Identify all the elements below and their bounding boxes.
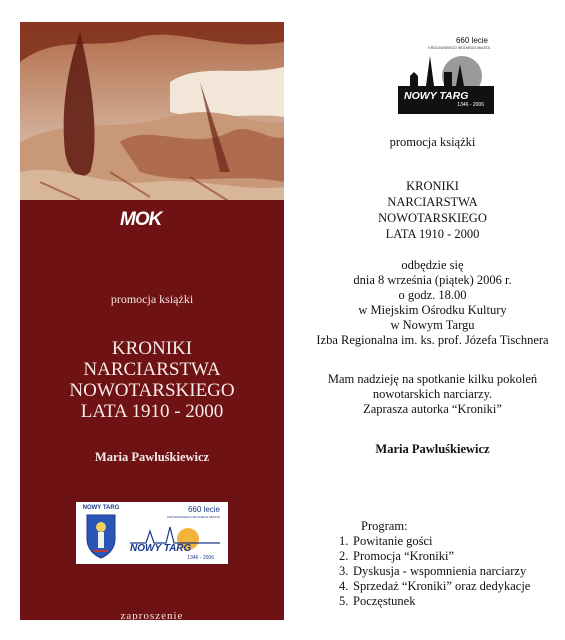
event-details <box>300 258 565 348</box>
program-item-number: 5. <box>339 594 349 608</box>
program-item-text: Poczęstunek <box>353 594 416 608</box>
anniversary-years: 1346 - 2006 <box>457 102 484 108</box>
event-time: o godz. 18.00 <box>398 288 467 302</box>
cover-title-line: LATA 1910 - 2000 <box>80 401 224 422</box>
anniversary-logo-small <box>126 505 224 561</box>
program <box>339 519 530 609</box>
book-title-line: NOWOTARSKIEGO <box>378 211 487 225</box>
anniv-sub: KRÓLEWSKIEGO WOLNEGO MIASTA <box>167 515 220 519</box>
crest-label: NOWY TARG <box>82 505 120 511</box>
mountain-illustration <box>20 22 284 212</box>
event-venue: w Miejskim Ośrodku Kultury <box>358 303 507 317</box>
event-date: dnia 8 września (piątek) 2006 r. <box>353 273 512 287</box>
program-item-number: 1. <box>339 534 349 548</box>
anniversary-sub: KRÓLEWSKIEGO WOLNEGO MIASTA <box>428 46 490 50</box>
anniv-years: 1346 - 2006 <box>187 555 214 561</box>
cover-title <box>20 338 284 422</box>
invitation-cover <box>20 22 284 620</box>
program-item-number: 3. <box>339 564 349 578</box>
program-item-number: 2. <box>339 549 349 563</box>
promo-text: promocja książki <box>389 135 476 149</box>
cover-invite-text: zaproszenie <box>120 610 184 620</box>
cover-promo-text: promocja książki <box>110 292 194 306</box>
sponsor-logos <box>76 502 228 564</box>
anniversary-name: NOWY TARG <box>404 90 469 102</box>
author-note-line: Zaprasza autorka “Kroniki” <box>363 402 502 416</box>
author-name: Maria Pawluśkiewicz <box>375 442 490 456</box>
author-note-line: Mam nadzieję na spotkanie kilku pokoleń <box>327 372 538 386</box>
cover-title-line: KRONIKI <box>111 338 193 359</box>
program-heading: Program: <box>361 519 408 533</box>
program-item <box>339 594 530 609</box>
cover-title-line: NOWOTARSKIEGO <box>69 380 235 401</box>
event-room: Izba Regionalna im. ks. prof. Józefa Tischnera <box>316 333 549 347</box>
town-crest <box>80 505 122 561</box>
anniv-name: NOWY TARG <box>130 543 192 554</box>
book-title-line: LATA 1910 - 2000 <box>385 227 480 241</box>
author-note-line: nowotarskich narciarzy. <box>372 387 493 401</box>
mok-logo: MOK <box>120 209 162 230</box>
anniversary-lecie: 660 lecie <box>455 36 488 45</box>
book-title-line: KRONIKI <box>406 179 459 193</box>
program-item-text: Dyskusja - wspomnienia narciarzy <box>353 564 527 578</box>
event-detail-line: odbędzie się <box>401 258 464 272</box>
program-item <box>339 534 530 549</box>
program-item <box>339 564 530 579</box>
program-item-number: 4. <box>339 579 349 593</box>
cover-title-line: NARCIARSTWA <box>83 359 221 380</box>
book-title-line: NARCIARSTWA <box>387 195 478 209</box>
crest-icon <box>80 505 122 561</box>
program-item <box>339 579 530 594</box>
cover-author: Maria Pawluśkiewicz <box>94 450 210 464</box>
author-note <box>300 372 565 417</box>
book-title <box>300 178 565 242</box>
program-item-text: Powitanie gości <box>353 534 433 548</box>
program-list <box>339 534 530 609</box>
program-item-text: Promocja “Kroniki” <box>353 549 455 563</box>
anniv-lecie: 660 lecie <box>187 505 220 514</box>
event-city: w Nowym Targu <box>390 318 475 332</box>
anniversary-logo <box>398 36 494 114</box>
program-item-text: Sprzedaż “Kroniki” oraz dedykacje <box>353 579 531 593</box>
program-item <box>339 549 530 564</box>
